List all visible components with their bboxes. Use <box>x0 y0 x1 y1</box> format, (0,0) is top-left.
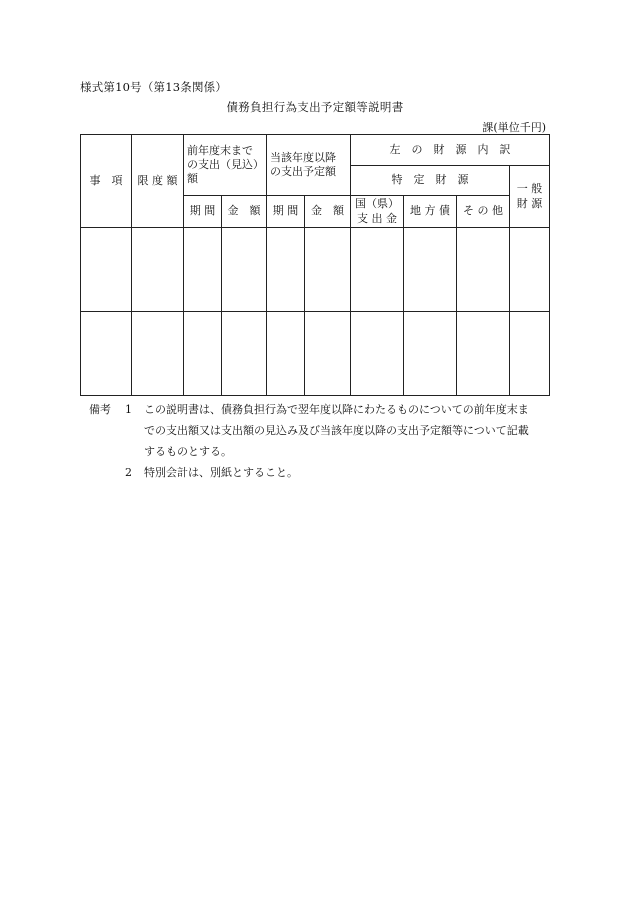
table-cell <box>184 228 222 312</box>
subheader-period-curr: 期 間 <box>267 196 305 228</box>
table-cell <box>267 228 305 312</box>
header-source-breakdown: 左 の 財 源 内 訳 <box>351 135 550 166</box>
budget-table <box>80 134 550 396</box>
subheader-local-bond: 地 方 債 <box>404 196 457 228</box>
table-cell <box>184 312 222 396</box>
header-matter: 事 項 <box>81 135 132 228</box>
remarks-label: 備考 <box>89 403 111 416</box>
remark-item-1 <box>89 399 559 462</box>
table-row <box>81 312 550 396</box>
remark-number-1: 1 <box>125 403 132 416</box>
subheader-amount-curr: 金 額 <box>305 196 351 228</box>
remarks-section <box>89 399 559 483</box>
subheader-national-line-2: 支 出 金 <box>357 211 397 225</box>
remark-item-2 <box>89 462 559 483</box>
remark-text-1-line-2: での支出額又は支出額の見込み及び当該年度以降の支出予定額等について記載 <box>144 424 529 437</box>
header-prev-line-3: 額 <box>187 172 198 186</box>
table-cell <box>81 312 132 396</box>
form-number: 様式第10号（第13条関係） <box>80 80 228 94</box>
table-cell <box>222 312 267 396</box>
subheader-period-prev: 期 間 <box>184 196 222 228</box>
subheader-national-grant <box>351 196 404 228</box>
table-frame <box>80 134 550 396</box>
table-cell <box>222 228 267 312</box>
document-title: 債務負担行為支出予定額等説明書 <box>226 100 404 114</box>
table-cell <box>351 228 404 312</box>
table-cell <box>404 228 457 312</box>
table-cell <box>132 228 184 312</box>
header-curr-line-1: 当該年度以降 <box>270 150 336 164</box>
remark-text-1-line-1: この説明書は、債務負担行為で翌年度以降にわたるものについての前年度末ま <box>144 403 529 416</box>
table-cell <box>267 312 305 396</box>
header-limit-amount: 限 度 額 <box>132 135 184 228</box>
header-general-line-1: 一 般 <box>516 182 543 196</box>
table-cell <box>81 228 132 312</box>
table-cell <box>305 228 351 312</box>
header-prev-line-2: の支出（見込） <box>187 157 264 171</box>
table-cell <box>351 312 404 396</box>
header-current-year-planned <box>267 135 351 196</box>
table-row <box>81 228 550 312</box>
remark-text-1-line-3: するものとする。 <box>144 445 232 458</box>
remark-number-2: 2 <box>125 466 132 479</box>
header-curr-line-2: の支出予定額 <box>270 165 336 178</box>
table-cell <box>510 312 550 396</box>
table-cell <box>457 228 510 312</box>
table-cell <box>132 312 184 396</box>
table-cell <box>457 312 510 396</box>
subheader-other: そ の 他 <box>457 196 510 228</box>
table-cell <box>510 228 550 312</box>
table-cell <box>404 312 457 396</box>
header-general-line-2: 財 源 <box>516 196 543 210</box>
header-general-sources <box>510 166 550 228</box>
header-prev-line-1: 前年度末まで <box>187 143 253 157</box>
subheader-amount-prev: 金 額 <box>222 196 267 228</box>
header-specific-sources: 特 定 財 源 <box>351 166 510 196</box>
table-cell <box>305 312 351 396</box>
remark-text-2: 特別会計は、別紙とすること。 <box>144 466 298 479</box>
unit-label: 課(単位千円) <box>482 121 546 134</box>
header-prev-year-expenditure <box>184 135 267 196</box>
subheader-national-line-1: 国（県） <box>355 197 399 211</box>
